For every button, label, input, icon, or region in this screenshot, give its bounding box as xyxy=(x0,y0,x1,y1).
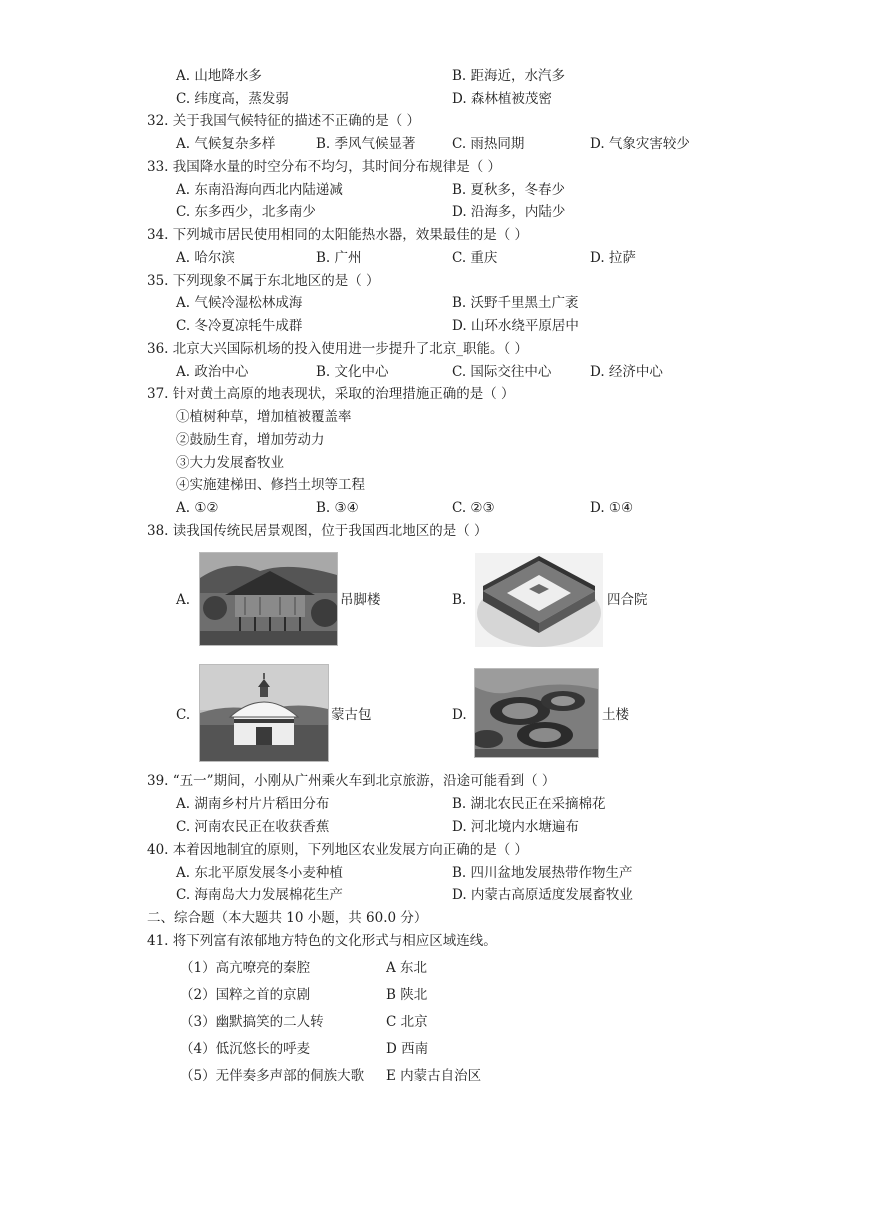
q31-option-b[interactable]: B. 距海近，水汽多 xyxy=(452,68,566,84)
q41-item-left[interactable]: （1）高亢嘹亮的秦腔 xyxy=(180,960,311,976)
q39-stem: 39. “五一”期间，小刚从广州乘火车到北京旅游，沿途可能看到（ ） xyxy=(147,773,556,789)
q34-option-c[interactable]: C. 重庆 xyxy=(452,250,498,266)
q34-stem: 34. 下列城市居民使用相同的太阳能热水器，效果最佳的是（ ） xyxy=(147,227,529,243)
q40-option-c[interactable]: C. 海南岛大力发展棉花生产 xyxy=(176,887,343,903)
q41-item-left[interactable]: （4）低沉悠长的呼麦 xyxy=(180,1041,311,1057)
q37-statement-4: ④实施建梯田、修挡土坝等工程 xyxy=(176,477,365,493)
q37-statement-2: ②鼓励生育，增加劳动力 xyxy=(176,432,325,448)
q38-option-d-letter[interactable]: D. xyxy=(452,707,467,723)
q33-option-d[interactable]: D. 沿海多，内陆少 xyxy=(452,204,566,220)
q35-option-d[interactable]: D. 山环水绕平原居中 xyxy=(452,318,579,334)
q37-option-c[interactable]: C. ②③ xyxy=(452,500,495,516)
q41-item-left[interactable]: （5）无伴奏多声部的侗族大歌 xyxy=(180,1068,365,1084)
yurt-photo xyxy=(199,664,329,762)
q40-stem: 40. 本着因地制宜的原则，下列地区农业发展方向正确的是（ ） xyxy=(147,842,529,858)
q38-option-b-caption: 四合院 xyxy=(607,592,648,608)
q36-option-a[interactable]: A. 政治中心 xyxy=(176,364,249,380)
q41-item-right[interactable]: D 西南 xyxy=(386,1041,429,1057)
tulou-photo xyxy=(474,668,599,758)
q36-option-d[interactable]: D. 经济中心 xyxy=(590,364,663,380)
q40-option-a[interactable]: A. 东北平原发展冬小麦种植 xyxy=(176,865,343,881)
q38-option-d-caption: 土楼 xyxy=(602,707,629,723)
q33-option-a[interactable]: A. 东南沿海向西北内陆递减 xyxy=(176,182,343,198)
q38-option-b-letter[interactable]: B. xyxy=(452,592,467,608)
q39-option-c[interactable]: C. 河南农民正在收获香蕉 xyxy=(176,819,330,835)
q38-option-a-caption: 吊脚楼 xyxy=(340,592,381,608)
q36-option-b[interactable]: B. 文化中心 xyxy=(316,364,389,380)
q39-option-d[interactable]: D. 河北境内水塘遍布 xyxy=(452,819,579,835)
q37-statement-1: ①植树种草，增加植被覆盖率 xyxy=(176,409,352,425)
q32-option-a[interactable]: A. 气候复杂多样 xyxy=(176,136,276,152)
q41-item-right[interactable]: A 东北 xyxy=(386,960,428,976)
q34-option-d[interactable]: D. 拉萨 xyxy=(590,250,636,266)
q35-stem: 35. 下列现象不属于东北地区的是（ ） xyxy=(147,273,380,289)
q31-option-c[interactable]: C. 纬度高，蒸发弱 xyxy=(176,91,289,107)
courtyard-house-photo xyxy=(474,552,604,648)
q32-option-d[interactable]: D. 气象灾害较少 xyxy=(590,136,690,152)
q36-option-c[interactable]: C. 国际交往中心 xyxy=(452,364,552,380)
q37-option-d[interactable]: D. ①④ xyxy=(590,500,634,516)
q41-item-left[interactable]: （2）国粹之首的京剧 xyxy=(180,987,311,1003)
q40-option-d[interactable]: D. 内蒙古高原适度发展畜牧业 xyxy=(452,887,633,903)
q37-stem: 37. 针对黄土高原的地表现状，采取的治理措施正确的是（ ） xyxy=(147,386,515,402)
q34-option-b[interactable]: B. 广州 xyxy=(316,250,362,266)
q39-option-b[interactable]: B. 湖北农民正在采摘棉花 xyxy=(452,796,606,812)
q37-statement-3: ③大力发展畜牧业 xyxy=(176,455,284,471)
stilt-house-photo xyxy=(199,552,338,646)
section-heading: 二、综合题（本大题共 10 小题，共 60.0 分） xyxy=(147,910,428,926)
q31-option-a[interactable]: A. 山地降水多 xyxy=(176,68,262,84)
q41-item-left[interactable]: （3）幽默搞笑的二人转 xyxy=(180,1014,324,1030)
q33-option-c[interactable]: C. 东多西少，北多南少 xyxy=(176,204,316,220)
q32-option-c[interactable]: C. 雨热同期 xyxy=(452,136,525,152)
q41-item-right[interactable]: E 内蒙古自治区 xyxy=(386,1068,482,1084)
q38-option-c-caption: 蒙古包 xyxy=(331,707,372,723)
q33-stem: 33. 我国降水量的时空分布不均匀，其时间分布规律是（ ） xyxy=(147,159,502,175)
q32-stem: 32. 关于我国气候特征的描述不正确的是（ ） xyxy=(147,113,421,129)
q31-option-d[interactable]: D. 森林植被茂密 xyxy=(452,91,552,107)
q38-option-a-letter[interactable]: A. xyxy=(176,592,191,608)
q35-option-b[interactable]: B. 沃野千里黑土广袤 xyxy=(452,295,579,311)
q33-option-b[interactable]: B. 夏秋多，冬春少 xyxy=(452,182,566,198)
q38-stem: 38. 读我国传统民居景观图，位于我国西北地区的是（ ） xyxy=(147,523,488,539)
q38-option-c-letter[interactable]: C. xyxy=(176,707,191,723)
q41-item-right[interactable]: C 北京 xyxy=(386,1014,428,1030)
q32-option-b[interactable]: B. 季风气候显著 xyxy=(316,136,416,152)
q39-option-a[interactable]: A. 湖南乡村片片稻田分布 xyxy=(176,796,330,812)
q37-option-a[interactable]: A. ①② xyxy=(176,500,219,516)
q36-stem: 36. 北京大兴国际机场的投入使用进一步提升了北京_职能。（ ） xyxy=(147,341,529,357)
q41-stem: 41. 将下列富有浓郁地方特色的文化形式与相应区域连线。 xyxy=(147,933,497,949)
q35-option-c[interactable]: C. 冬冷夏凉牦牛成群 xyxy=(176,318,303,334)
q37-option-b[interactable]: B. ③④ xyxy=(316,500,359,516)
q40-option-b[interactable]: B. 四川盆地发展热带作物生产 xyxy=(452,865,633,881)
q34-option-a[interactable]: A. 哈尔滨 xyxy=(176,250,235,266)
q41-item-right[interactable]: B 陕北 xyxy=(386,987,428,1003)
q35-option-a[interactable]: A. 气候冷湿松林成海 xyxy=(176,295,303,311)
